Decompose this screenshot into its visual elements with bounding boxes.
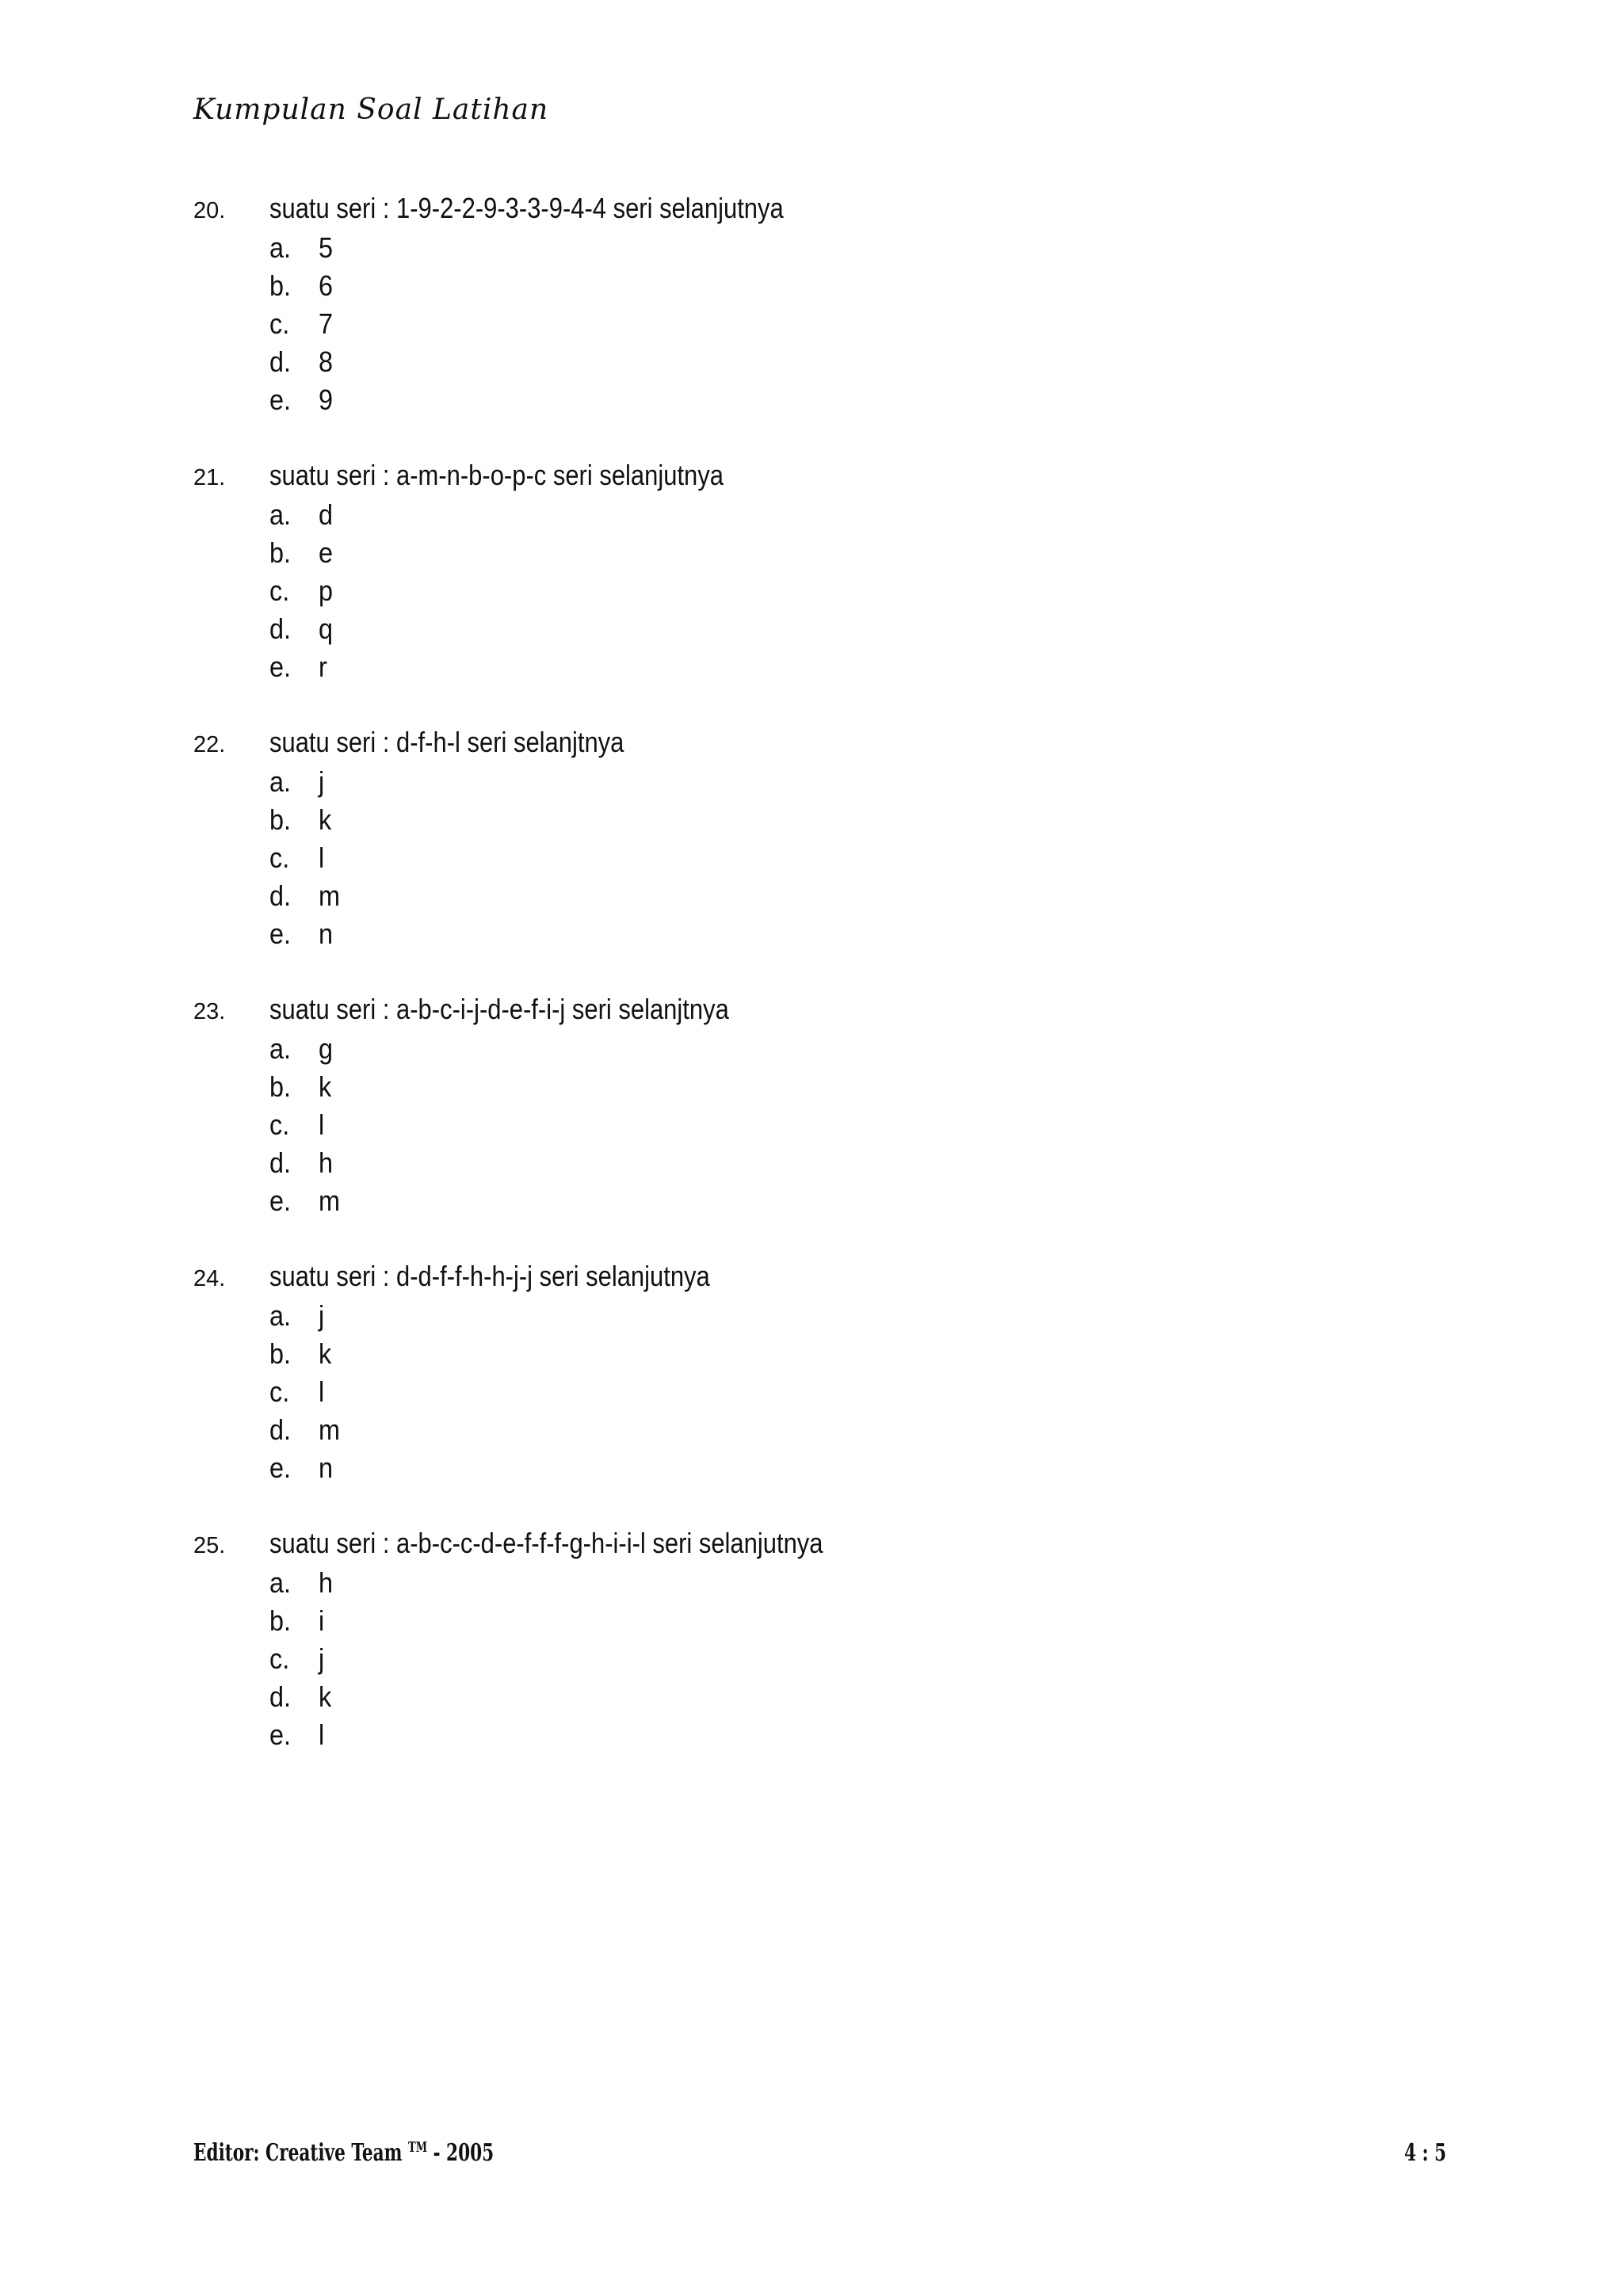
option-list xyxy=(269,1299,1541,1489)
option-letter: c. xyxy=(269,1108,290,1141)
question-item xyxy=(193,192,1541,421)
question-head xyxy=(193,1260,1541,1299)
question-item xyxy=(193,1527,1541,1756)
option-item xyxy=(269,1146,1541,1184)
option-letter: c. xyxy=(269,1375,290,1408)
option-value: l xyxy=(319,841,325,874)
option-item xyxy=(269,650,1541,688)
footer-editor-prefix: Editor: Creative Team xyxy=(193,2139,403,2167)
option-value: 8 xyxy=(319,345,334,378)
option-value: k xyxy=(319,803,332,836)
option-value: l xyxy=(319,1375,325,1408)
option-letter: a. xyxy=(269,231,292,264)
option-letter: c. xyxy=(269,1642,290,1675)
option-item xyxy=(269,345,1541,383)
option-item xyxy=(269,498,1541,536)
question-text: suatu seri : 1-9-2-2-9-3-3-9-4-4 seri selanjutnya xyxy=(269,192,784,224)
question-number: 23. xyxy=(193,999,226,1024)
option-value: k xyxy=(319,1337,332,1370)
question-text: suatu seri : a-b-c-i-j-d-e-f-i-j seri selanjtnya xyxy=(269,993,729,1025)
question-text: suatu seri : a-m-n-b-o-p-c seri selanjutnya xyxy=(269,459,724,491)
option-item xyxy=(269,1108,1541,1146)
option-list xyxy=(269,765,1541,955)
option-item xyxy=(269,1070,1541,1108)
option-item xyxy=(269,1184,1541,1222)
question-head xyxy=(193,726,1541,765)
option-value: i xyxy=(319,1604,325,1637)
question-number: 22. xyxy=(193,732,226,757)
question-item xyxy=(193,1260,1541,1489)
option-value: n xyxy=(319,917,334,950)
option-item xyxy=(269,1032,1541,1070)
option-value: r xyxy=(319,650,327,683)
option-letter: b. xyxy=(269,1070,292,1103)
question-head xyxy=(193,192,1541,231)
option-value: g xyxy=(319,1032,334,1065)
option-letter: b. xyxy=(269,1604,292,1637)
option-item xyxy=(269,841,1541,879)
option-letter: a. xyxy=(269,498,292,531)
option-letter: c. xyxy=(269,574,290,607)
option-item xyxy=(269,1642,1541,1680)
question-item xyxy=(193,993,1541,1222)
option-letter: e. xyxy=(269,650,292,683)
option-value: m xyxy=(319,1184,340,1217)
option-letter: d. xyxy=(269,612,292,645)
option-item xyxy=(269,1375,1541,1413)
option-value: 5 xyxy=(319,231,334,264)
option-item xyxy=(269,269,1541,307)
option-item xyxy=(269,574,1541,612)
question-list xyxy=(193,192,1541,1794)
option-item xyxy=(269,383,1541,421)
option-letter: a. xyxy=(269,1566,292,1599)
option-letter: a. xyxy=(269,1299,292,1332)
question-head xyxy=(193,993,1541,1032)
option-item xyxy=(269,879,1541,917)
question-number: 20. xyxy=(193,198,226,223)
option-letter: b. xyxy=(269,1337,292,1370)
option-list xyxy=(269,1032,1541,1222)
option-list xyxy=(269,231,1541,421)
option-value: 7 xyxy=(319,307,334,340)
option-item xyxy=(269,612,1541,650)
option-letter: d. xyxy=(269,345,292,378)
option-letter: e. xyxy=(269,1718,292,1751)
option-letter: e. xyxy=(269,383,292,416)
option-value: l xyxy=(319,1718,325,1751)
question-text: suatu seri : d-f-h-l seri selanjtnya xyxy=(269,726,624,758)
footer-page-number: 4 : 5 xyxy=(1404,2139,1447,2167)
option-item xyxy=(269,536,1541,574)
option-item xyxy=(269,1451,1541,1489)
option-item xyxy=(269,1413,1541,1451)
option-item xyxy=(269,803,1541,841)
option-value: 6 xyxy=(319,269,334,302)
option-item xyxy=(269,1718,1541,1756)
option-value: 9 xyxy=(319,383,334,416)
option-letter: c. xyxy=(269,841,290,874)
option-letter: d. xyxy=(269,1413,292,1446)
footer-trademark: TM xyxy=(408,2139,428,2156)
option-list xyxy=(269,498,1541,688)
question-head xyxy=(193,459,1541,498)
footer-editor-suffix: - 2005 xyxy=(427,2139,495,2167)
option-value: k xyxy=(319,1070,332,1103)
option-item xyxy=(269,1566,1541,1604)
page-header-title: Kumpulan Soal Latihan xyxy=(193,93,549,126)
option-value: n xyxy=(319,1451,334,1484)
option-letter: c. xyxy=(269,307,290,340)
option-letter: e. xyxy=(269,917,292,950)
option-letter: e. xyxy=(269,1184,292,1217)
option-value: q xyxy=(319,612,334,645)
option-value: j xyxy=(319,1299,325,1332)
question-number: 24. xyxy=(193,1266,226,1291)
option-letter: a. xyxy=(269,1032,292,1065)
footer-editor xyxy=(193,2139,494,2167)
question-number: 25. xyxy=(193,1533,226,1558)
option-item xyxy=(269,1680,1541,1718)
option-item xyxy=(269,1604,1541,1642)
option-letter: d. xyxy=(269,1680,292,1713)
option-value: m xyxy=(319,879,340,912)
option-letter: e. xyxy=(269,1451,292,1484)
option-letter: b. xyxy=(269,536,292,569)
option-item xyxy=(269,1337,1541,1375)
option-item xyxy=(269,917,1541,955)
option-value: e xyxy=(319,536,334,569)
question-head xyxy=(193,1527,1541,1566)
option-letter: d. xyxy=(269,1146,292,1179)
option-value: h xyxy=(319,1146,334,1179)
option-value: j xyxy=(319,765,325,798)
option-value: p xyxy=(319,574,334,607)
question-text: suatu seri : a-b-c-c-d-e-f-f-f-g-h-i-i-l seri selanjutnya xyxy=(269,1527,823,1559)
option-value: m xyxy=(319,1413,340,1446)
option-value: h xyxy=(319,1566,334,1599)
option-value: l xyxy=(319,1108,325,1141)
option-letter: b. xyxy=(269,269,292,302)
question-item xyxy=(193,726,1541,955)
option-item xyxy=(269,765,1541,803)
option-letter: a. xyxy=(269,765,292,798)
option-value: j xyxy=(319,1642,325,1675)
option-value: d xyxy=(319,498,334,531)
option-item xyxy=(269,231,1541,269)
option-item xyxy=(269,307,1541,345)
option-letter: b. xyxy=(269,803,292,836)
option-list xyxy=(269,1566,1541,1756)
option-value: k xyxy=(319,1680,332,1713)
option-letter: d. xyxy=(269,879,292,912)
question-item xyxy=(193,459,1541,688)
question-number: 21. xyxy=(193,465,226,490)
option-item xyxy=(269,1299,1541,1337)
question-text: suatu seri : d-d-f-f-h-h-j-j seri selanjutnya xyxy=(269,1260,710,1292)
